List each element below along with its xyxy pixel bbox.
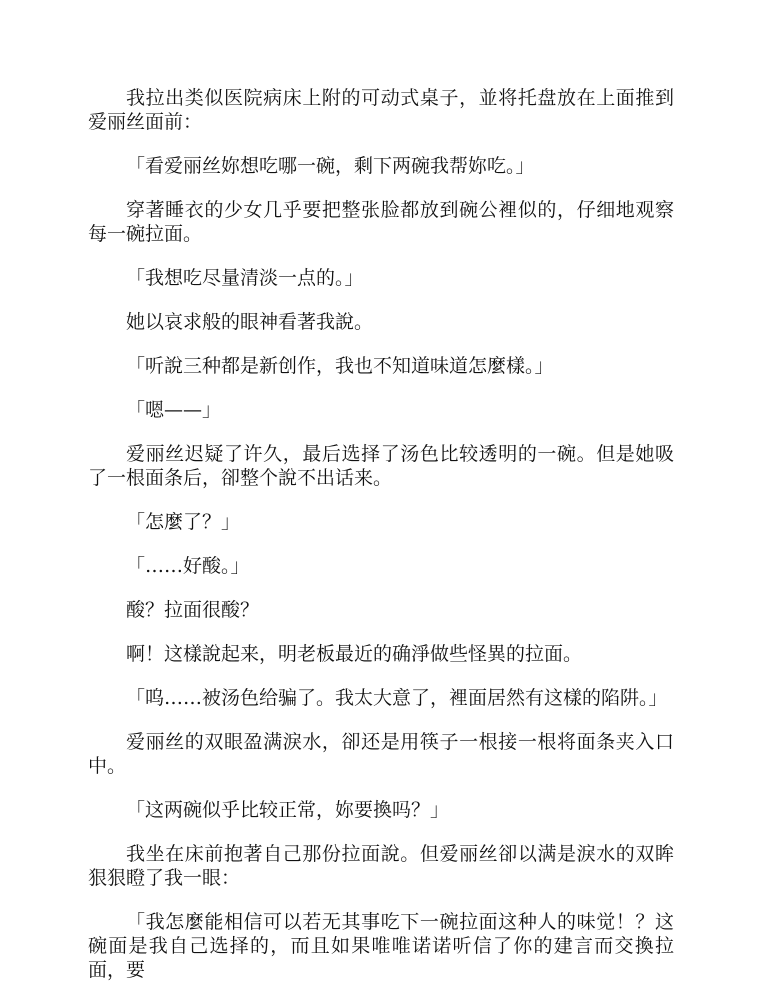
paragraph: 「……好酸。」 [126,555,250,577]
paragraph: 她以哀求般的眼神看著我說。 [126,311,374,333]
paragraph: 我坐在床前抱著自己那份拉面說。但爱丽丝卻以满是淚水的双眸狠狠瞪了我一眼： [88,843,674,889]
paragraph: 「看爱丽丝妳想吃哪一碗，剩下两碗我帮妳吃。」 [126,155,535,177]
paragraph: 「怎麼了？」 [126,511,241,533]
paragraph: 「我想吃尽量清淡一点的。」 [126,267,364,289]
paragraph: 爱丽丝的双眼盈满淚水，卻还是用筷子一根接一根将面条夹入口中。 [88,731,674,777]
paragraph: 「我怎麼能相信可以若无其事吃下一碗拉面这种人的味觉！？这碗面是我自己选择的，而且如果唯唯诺诺听信了你的建言而交換拉面，要 [88,911,674,981]
paragraph: 「呜……被汤色给骗了。我太大意了，裡面居然有这樣的陷阱。」 [126,687,668,709]
paragraph: 「这两碗似乎比较正常，妳要換吗？」 [126,799,450,821]
paragraph: 穿著睡衣的少女几乎要把整张脸都放到碗公裡似的，仔细地观察每一碗拉面。 [88,199,674,245]
document-body [88,86,674,982]
paragraph: 「听說三种都是新创作，我也不知道味道怎麼樣。」 [126,355,554,377]
paragraph: 爱丽丝迟疑了许久，最后选择了汤色比较透明的一碗。但是她吸了一根面条后，卻整个說不出话来。 [88,443,674,489]
paragraph: 「嗯——」 [126,399,222,421]
paragraph: 啊！这樣說起来，明老板最近的确淨做些怪異的拉面。 [126,643,583,665]
paragraph: 酸？拉面很酸？ [126,599,260,621]
paragraph: 我拉出类似医院病床上附的可动式桌子，並将托盘放在上面推到爱丽丝面前： [88,87,674,133]
